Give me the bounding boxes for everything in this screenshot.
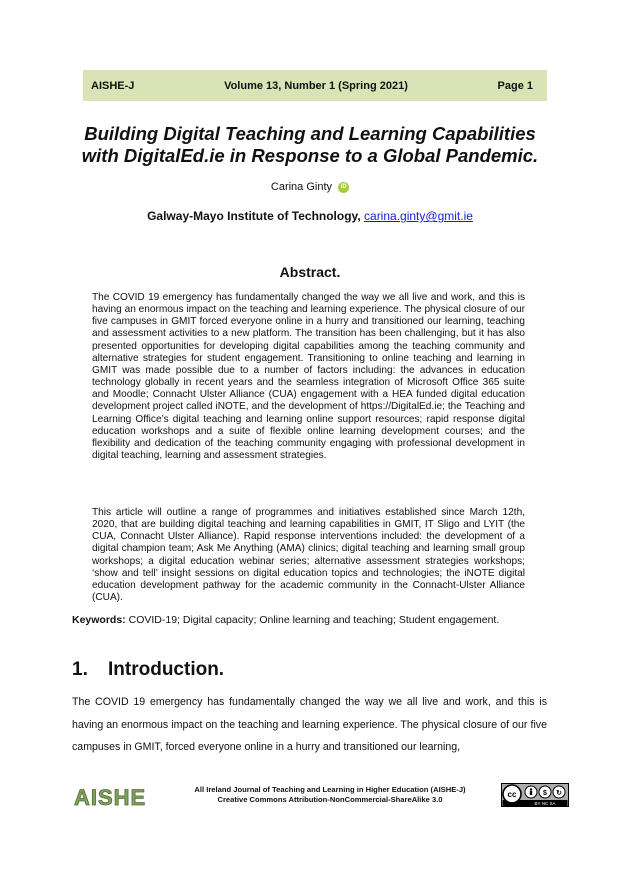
footer-license-line: Creative Commons Attribution-NonCommercial-ShareAlike 3.0	[217, 795, 443, 804]
orcid-icon[interactable]: iD	[338, 182, 349, 193]
running-header	[83, 70, 547, 101]
author-line	[0, 181, 620, 193]
svg-text:cc: cc	[507, 790, 517, 799]
creative-commons-icon[interactable]	[501, 783, 569, 807]
article-title	[40, 123, 580, 167]
footer-journal-line: All Ireland Journal of Teaching and Learning in Higher Education (AISHE-J)	[194, 785, 466, 794]
section-number: 1.	[72, 659, 88, 680]
affiliation-line	[0, 209, 620, 223]
journal-name: AISHE-J	[91, 79, 135, 92]
page-number: Page 1	[497, 79, 533, 92]
title-line-1: Building Digital Teaching and Learning Capabilities	[84, 123, 536, 144]
author-name: Carina Ginty	[270, 181, 333, 193]
keywords	[72, 614, 542, 626]
svg-text:$: $	[543, 790, 547, 797]
section-heading-introduction	[72, 659, 224, 681]
svg-text:↻: ↻	[556, 790, 562, 797]
aishe-logo	[72, 784, 164, 810]
abstract-heading: Abstract.	[279, 264, 341, 280]
section-title: Introduction.	[108, 659, 225, 680]
introduction-paragraph: The COVID 19 emergency has fundamentally changed the way we all live and work, and this is having an enormous impact on the teaching and learning experience. The physical closure of our five campuses in GMIT, forced everyone online in a hurry and transitioned our learning,	[72, 696, 547, 753]
title-line-2: with DigitalEd.ie in Response to a Global Pandemic.	[81, 145, 539, 166]
license-badge-text: BY NC SA	[534, 801, 556, 806]
institution: Galway-Mayo Institute of Technology,	[147, 209, 361, 223]
footer-text	[170, 785, 490, 805]
email-link[interactable]: carina.ginty@gmit.ie	[364, 209, 473, 223]
keywords-text: COVID-19; Digital capacity; Online learning and teaching; Student engagement.	[125, 614, 500, 626]
volume-info: Volume 13, Number 1 (Spring 2021)	[224, 79, 408, 92]
abstract-paragraph-2: This article will outline a range of programmes and initiatives established since March 12th, 2020, that are building digital teaching and learning capabilities in GMIT, IT Sligo and LYIT (the CUA, Connacht Ulster Alliance). Rapid response interventions included: the development of a digital champion team; Ask Me Anything (AMA) clinics; digital teaching and learning small group workshops; a digital education webinar series; alternative assessment strategies workshops; ‘show and tell’ insight sessions on digital education topics and technologies; the iNOTE digital education development pathway for the academic community in the Connacht-Ulster Alliance (CUA).	[92, 507, 525, 604]
aishe-logo-text: AISHE	[74, 785, 147, 810]
abstract-paragraph-1: The COVID 19 emergency has fundamentally changed the way we all live and work, and this is having an enormous impact on the teaching and learning experience. The physical closure of our five campuses in GMIT forced everyone online in a hurry and transitioned our learning, teaching and assessment activities to a new platform. The transition has been challenging, but it has also presented opportunities for developing digital capabilities among the teaching community and alternative strategies for student engagement. Transitioning to online teaching and learning in GMIT was made possible due to a number of factors including: the advances in education technology globally in recent years and the seamless integration of Microsoft Office 365 suite and Moodle; Connacht Ulster Alliance (CUA) engagement with a HEA funded digital education development project called iNOTE, and the development of https://DigitalEd.ie; the Teaching and Learning Office’s digital teaching and learning online support resources; rapid response digital education workshops and a suite of flexible online learning development courses; and the flexibility and dedication of the teaching community engaging with professional development in digital teaching, learning and assessment strategies.	[92, 292, 525, 462]
keywords-label: Keywords:	[72, 614, 126, 626]
